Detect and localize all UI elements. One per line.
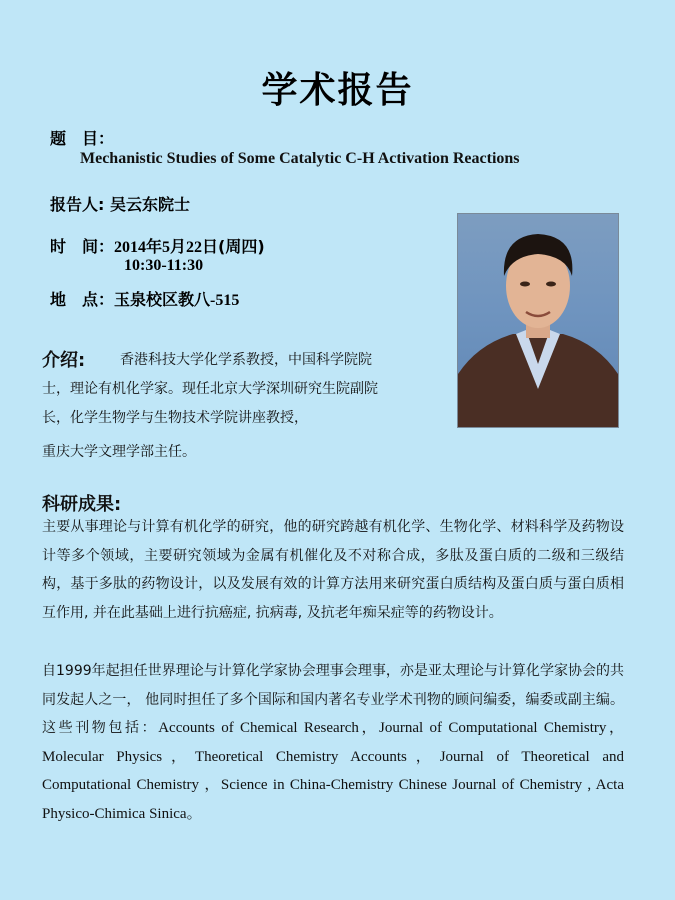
place-room: -515 [210,292,240,309]
time-day: 22 [186,239,203,256]
speaker-value: 吴云东院士 [109,195,190,214]
research-paragraph-2 [42,657,624,829]
speaker-label: 报告人: [50,195,105,214]
intro-text: 香港科技大学化学系教授，中国科学院院士，理论有机化学家。现任北京大学深圳研究生院副院长，化学生物学与生物技术学院讲座教授， [42,352,378,426]
research-paragraph-2-cn: 自1999年起担任世界理论与计算化学家协会理事会理事，亦是亚太理论与计算化学家协会的共同发起人之一， 他同时担任了多个国际和国内著名专业学术刊物的顾问编委，编委或副主编。这些刊物包括： [42,663,624,737]
research-label: 科研成果: [42,494,122,515]
journal-list: Accounts of Chemical Research，Journal of Computational Chemistry，Molecular Physics，Theoretical Chemistry Accounts，Journal of Theoretical and Computational Chemistry ，Science in China-Chemistry Chinese Journal of Chemistry , Acta Physico-Chimica Sinica。 [42,720,625,822]
portrait-illustration [458,214,618,427]
time-year: 2014 [114,239,147,256]
topic-label: 题 目： [50,129,115,148]
time-row [50,234,265,257]
topic-value: Mechanistic Studies of Some Catalytic C-H Activation Reactions [80,150,520,167]
place-venue: 玉泉校区教八 [114,290,211,309]
time-clock: 10:30-11:30 [124,257,204,274]
time-year-char: 年 [146,237,163,256]
speaker-row [50,192,190,215]
time-month: 5 [162,239,171,256]
place-label: 地 点： [50,290,115,309]
place-row [50,287,239,310]
intro-label: 介绍: [42,350,86,371]
time-label: 时 间： [50,237,115,256]
page-title: 学术报告 [261,70,414,111]
time-weekday: 日(周四) [202,237,265,256]
research-paragraph-1: 主要从事理论与计算有机化学的研究，他的研究跨越有机化学、生物化学、材料科学及药物设计等多个领域，主要研究领域为金属有机催化及不对称合成，多肽及蛋白质的二级和三级结构，基于多肽的药物设计，以及发展有效的计算方法用来研究蛋白质结构及蛋白质与蛋白质相互作用, 并在此基础上进行抗癌症, 抗病毒, 及抗老年痴呆症等的药物设计。 [42,519,624,621]
intro-text-last: 重庆大学文理学部主任。 [42,444,196,460]
time-month-char: 月 [170,237,187,256]
speaker-photo [457,213,619,428]
